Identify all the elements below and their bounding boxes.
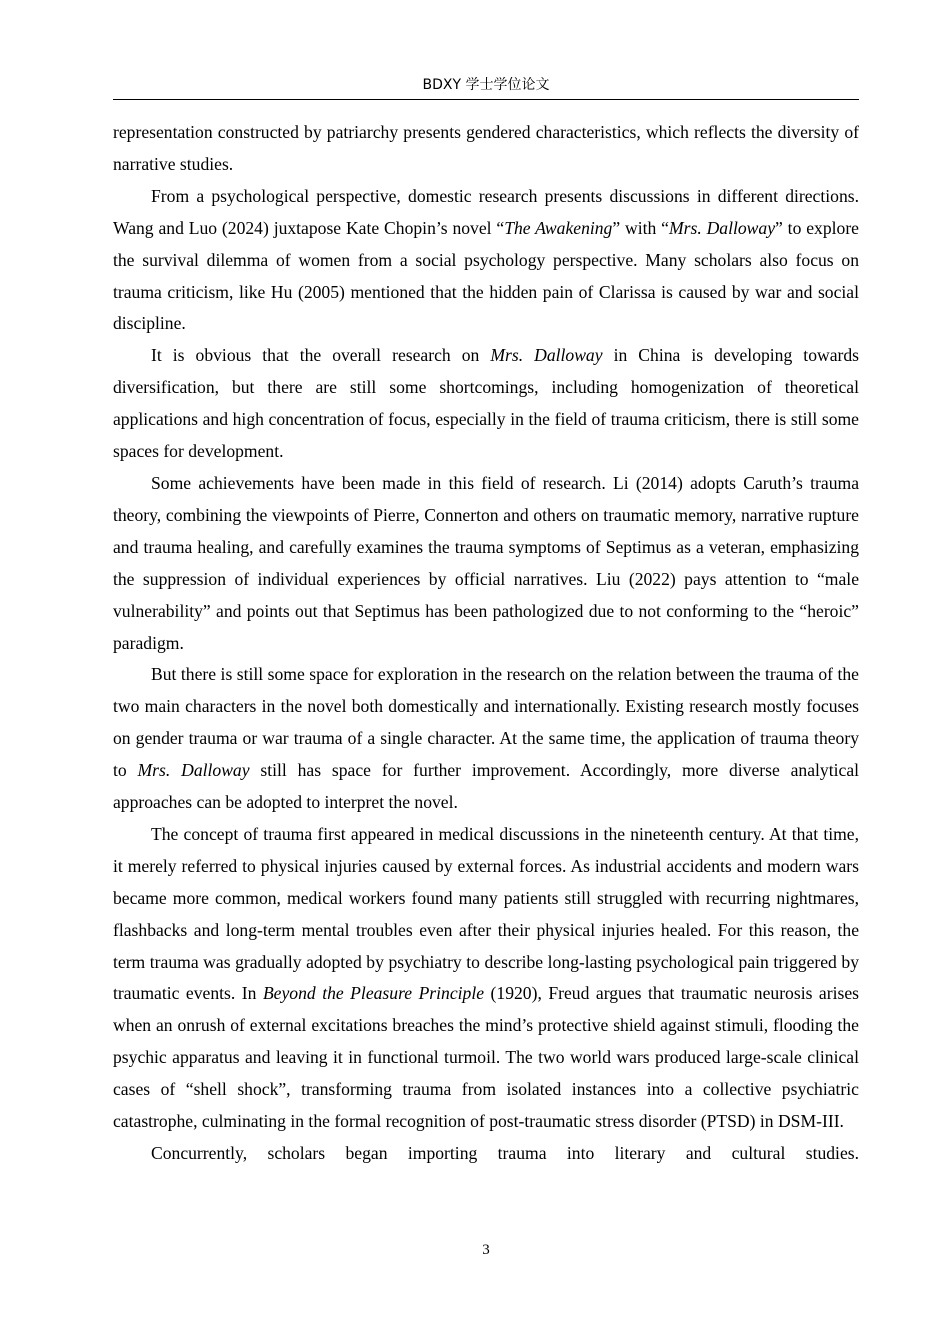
page-number: 3: [482, 1242, 490, 1258]
paragraph: [113, 1138, 859, 1170]
running-header: BDXY 学士学位论文: [422, 77, 550, 93]
text-run: It is obvious that the overall research on: [151, 345, 491, 366]
italic-title: Mrs. Dalloway: [668, 217, 776, 238]
text-run: From a psychological perspective, domestic research presents discussions in different directions. Wang and Luo (2024) juxtapose Kate Chopin’s novel “: [113, 185, 859, 238]
text-run: Concurrently, scholars began importing trauma into literary and cultural studies.: [151, 1143, 859, 1163]
italic-title: Mrs. Dalloway: [490, 345, 603, 366]
text-run: still has space for further improvement. Accordingly, more diverse analytical approaches can be adopted to interpret the novel.: [113, 760, 860, 813]
text-run: The concept of trauma first appeared in medical discussions in the nineteenth century. At that time, it merely referred to physical injuries caused by external forces. As industrial accidents and modern wars became more common, medical workers found many patients still struggled with recurring nightmares, flashbacks and long-term mental troubles even after their physical injuries healed. For this reason, the term trauma was gradually adopted by psychiatry to describe long-lasting psychological pain triggered by traumatic events. In: [113, 823, 859, 1004]
paragraph: [113, 181, 859, 341]
text-run: ” to explore the survival dilemma of women from a social psychology perspective. Many scholars also focus on trauma criticism, like Hu (2005) mentioned that the hidden pain of Clarissa is caused by war and social discipline.: [113, 217, 859, 334]
text-run: Some achievements have been made in this field of research. Li (2014) adopts Caruth’s trauma theory, combining the viewpoints of Pierre, Connerton and others on traumatic memory, narrative rupture and trauma healing, and carefully examines the trauma symptoms of Septimus as a veteran, emphasizing the suppression of individual experiences by official narratives. Liu (2022) pays attention to “male vulnerability” and points out that Septimus has been pathologized due to not conforming to the “heroic” paradigm.: [113, 472, 859, 653]
text-run: (1920), Freud argues that traumatic neurosis arises when an onrush of external excitations breaches the mind’s protective shield against stimuli, flooding the psychic apparatus and leaving it in functional turmoil. The two world wars produced large-scale clinical cases of “shell shock”, transforming trauma from isolated instances into a collective psychiatric catastrophe, culminating in the formal recognition of post-traumatic stress disorder (PTSD) in DSM-III.: [113, 983, 859, 1132]
text-run: representation constructed by patriarchy presents gendered characteristics, which reflects the diversity of narrative studies.: [113, 122, 859, 174]
header-rule: [113, 99, 859, 100]
italic-title: Mrs. Dalloway: [137, 760, 250, 781]
paragraph: [113, 659, 859, 819]
paragraph: [113, 340, 859, 468]
text-run: ” with “: [612, 217, 669, 238]
paragraph: [113, 819, 859, 1138]
body-text: [113, 117, 859, 1170]
italic-title: Beyond the Pleasure Principle: [262, 983, 485, 1004]
text-run: in China is developing towards diversification, but there are still some shortcomings, including homogenization of theoretical applications and high concentration of focus, especially in the field of trauma criticism, there is still some spaces for development.: [113, 345, 860, 462]
paragraph: [113, 468, 859, 659]
text-run: But there is still some space for exploration in the research on the relation between the trauma of the two main characters in the novel both domestically and internationally. Existing research mostly focuses on gender trauma or war trauma of a single character. At the same time, the application of trauma theory to: [113, 664, 859, 781]
italic-title: The Awakening: [504, 217, 613, 238]
paragraph: [113, 117, 859, 181]
